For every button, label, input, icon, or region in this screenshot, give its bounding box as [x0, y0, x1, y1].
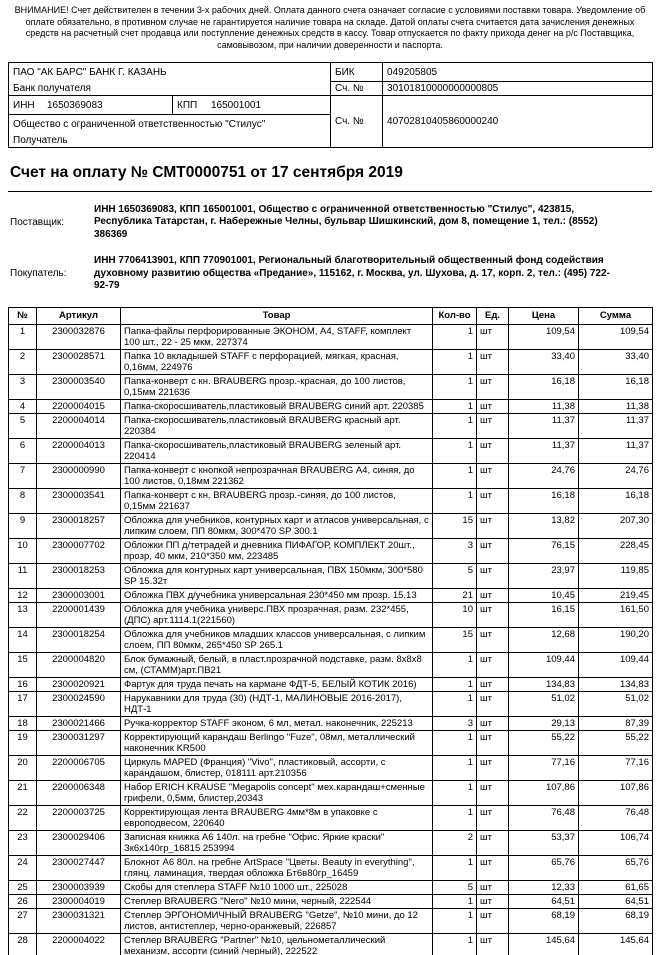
cell-unit: шт [477, 780, 509, 805]
cell-product: Обложка ПВХ д/учебника универсальная 230*450 мм прозр. 15.13 [121, 588, 433, 602]
cell-sum: 51,02 [579, 691, 653, 716]
cell-sum: 107,86 [579, 780, 653, 805]
cell-sum: 145,64 [579, 933, 653, 955]
bank-row-2 [9, 82, 653, 96]
cell-price: 16,18 [509, 488, 579, 513]
cell-article: 2300018253 [37, 563, 121, 588]
cell-num: 15 [9, 652, 37, 677]
cell-article: 2300029406 [37, 830, 121, 855]
cell-article: 2300031321 [37, 908, 121, 933]
cell-num: 1 [9, 324, 37, 349]
cell-article: 2200004820 [37, 652, 121, 677]
cell-product: Папка-файлы перфорированные ЭКОНОМ, А4, STAFF, комплект 100 шт., 22 - 25 мкм, 227374 [121, 324, 433, 349]
cell-sum: 16,18 [579, 488, 653, 513]
cell-article: 2200004013 [37, 438, 121, 463]
cell-unit: шт [477, 716, 509, 730]
cell-num: 14 [9, 627, 37, 652]
cell-sum: 109,54 [579, 324, 653, 349]
table-row [9, 780, 653, 805]
table-row [9, 374, 653, 399]
cell-product: Циркуль MAPED (Франция) "Vivo", пластиковый, ассорти, с карандашом, блистер, 018111 арт.210356 [121, 755, 433, 780]
cell-sum: 11,37 [579, 438, 653, 463]
table-row [9, 488, 653, 513]
cell-sum: 11,37 [579, 413, 653, 438]
cell-num: 23 [9, 830, 37, 855]
table-row [9, 805, 653, 830]
cell-sum: 190,20 [579, 627, 653, 652]
cell-article: 2300003541 [37, 488, 121, 513]
bank-receiver-label: Банк получателя [9, 82, 331, 96]
table-row [9, 855, 653, 880]
supplier-block [10, 204, 652, 242]
cell-unit: шт [477, 324, 509, 349]
header-num: № [9, 307, 37, 324]
cell-num: 19 [9, 730, 37, 755]
cell-product: Ручка-корректор STAFF эконом, 6 мл, метал. наконечник, 225213 [121, 716, 433, 730]
cell-unit: шт [477, 691, 509, 716]
receiver-name: Общество с ограниченной ответственностью "Стилус" [9, 115, 331, 134]
table-row [9, 894, 653, 908]
header-unit: Ед. [477, 307, 509, 324]
table-row [9, 602, 653, 627]
cell-article: 2200004022 [37, 933, 121, 955]
cell-unit: шт [477, 563, 509, 588]
cell-qty: 1 [433, 908, 477, 933]
cell-product: Нарукавники для труда (30) (НДТ-1, МАЛИНОВЫЕ 2016-2017), НДТ-1 [121, 691, 433, 716]
cell-sum: 219,45 [579, 588, 653, 602]
cell-num: 5 [9, 413, 37, 438]
cell-article: 2300021466 [37, 716, 121, 730]
buyer-details: ИНН 7706413901, КПП 770901001, Региональный благотворительный общественный фонд содействия духовному развитию общества «Предание», 115162, г. Москва, ул. Шухова, д. 17, корп. 2, тел.: (495) 722-92-79 [94, 255, 610, 291]
settlement-account-value: 40702810405860000240 [383, 96, 653, 148]
cell-sum: 55,22 [579, 730, 653, 755]
cell-unit: шт [477, 908, 509, 933]
cell-qty: 1 [433, 374, 477, 399]
table-row [9, 677, 653, 691]
cell-qty: 1 [433, 438, 477, 463]
cell-article: 2300032876 [37, 324, 121, 349]
cell-unit: шт [477, 855, 509, 880]
cell-sum: 76,48 [579, 805, 653, 830]
cell-sum: 77,16 [579, 755, 653, 780]
cell-unit: шт [477, 755, 509, 780]
items-body [9, 324, 653, 955]
header-price: Цена [509, 307, 579, 324]
cell-sum: 106,74 [579, 830, 653, 855]
cell-qty: 21 [433, 588, 477, 602]
cell-sum: 207,30 [579, 513, 653, 538]
cell-unit: шт [477, 830, 509, 855]
cell-price: 65,76 [509, 855, 579, 880]
table-row [9, 538, 653, 563]
cell-unit: шт [477, 894, 509, 908]
cell-product: Фартук для труда печать на кармане ФДТ-5, БЕЛЫЙ КОТИК 2016) [121, 677, 433, 691]
cell-qty: 1 [433, 677, 477, 691]
table-row [9, 463, 653, 488]
cell-qty: 1 [433, 413, 477, 438]
invoice-title: Счет на оплату № СМТ0000751 от 17 сентября 2019 [10, 163, 403, 181]
cell-num: 6 [9, 438, 37, 463]
cell-article: 2300018257 [37, 513, 121, 538]
table-row [9, 830, 653, 855]
supplier-label: Поставщик: [10, 216, 65, 228]
cell-qty: 1 [433, 652, 477, 677]
cell-qty: 1 [433, 324, 477, 349]
cell-qty: 1 [433, 780, 477, 805]
cell-product: Блокнот А6 80л. на гребне ArtSpace "Цветы. Beauty in everything", глянц. ламинация, твердая обложка Бт6в80гр_16459 [121, 855, 433, 880]
header-article: Артикул [37, 307, 121, 324]
table-row [9, 438, 653, 463]
cell-price: 12,33 [509, 880, 579, 894]
cell-price: 29,13 [509, 716, 579, 730]
header-sum: Сумма [579, 307, 653, 324]
cell-unit: шт [477, 349, 509, 374]
table-row [9, 652, 653, 677]
table-row [9, 933, 653, 955]
cell-product: Корректирующий карандаш Berlingo "Fuze", 08мл, металлический наконечник KR500 [121, 730, 433, 755]
cell-product: Скобы для степлера STAFF №10 1000 шт., 225028 [121, 880, 433, 894]
bank-row-1 [9, 63, 653, 82]
cell-price: 55,22 [509, 730, 579, 755]
table-row [9, 755, 653, 780]
cell-sum: 228,45 [579, 538, 653, 563]
cell-unit: шт [477, 463, 509, 488]
cell-qty: 1 [433, 933, 477, 955]
cell-price: 76,15 [509, 538, 579, 563]
cell-unit: шт [477, 413, 509, 438]
cell-num: 3 [9, 374, 37, 399]
cell-unit: шт [477, 730, 509, 755]
cell-article: 2300003001 [37, 588, 121, 602]
cell-price: 10,45 [509, 588, 579, 602]
cell-qty: 5 [433, 563, 477, 588]
cell-num: 16 [9, 677, 37, 691]
cell-qty: 1 [433, 755, 477, 780]
cell-num: 10 [9, 538, 37, 563]
cell-price: 64,51 [509, 894, 579, 908]
cell-sum: 68,19 [579, 908, 653, 933]
table-row [9, 588, 653, 602]
cell-unit: шт [477, 805, 509, 830]
cell-article: 2300031297 [37, 730, 121, 755]
cell-product: Обложка для учебников младших классов универсальная, с липким слоем, ПП 80мкм, 265*450 SP 265.1 [121, 627, 433, 652]
cell-price: 109,54 [509, 324, 579, 349]
cell-price: 16,18 [509, 374, 579, 399]
header-qty: Кол-во [433, 307, 477, 324]
cell-qty: 2 [433, 830, 477, 855]
cell-num: 4 [9, 399, 37, 413]
cell-qty: 1 [433, 805, 477, 830]
cell-article: 2200006348 [37, 780, 121, 805]
cell-unit: шт [477, 677, 509, 691]
table-row [9, 413, 653, 438]
table-row [9, 324, 653, 349]
inn-cell [9, 96, 173, 115]
table-row [9, 691, 653, 716]
cell-price: 107,86 [509, 780, 579, 805]
inn-value: 1650369083 [47, 99, 103, 111]
table-row [9, 730, 653, 755]
cell-num: 12 [9, 588, 37, 602]
supplier-details: ИНН 1650369083, КПП 165001001, Общество с ограниченной ответственностью "Стилус", 423815, Республика Татарстан, г. Набережные Челны, бульвар Шишкинский, дом 8, помещение 1, тел.: (8552) 386369 [94, 203, 598, 240]
cell-qty: 1 [433, 488, 477, 513]
cell-product: Корректирующая лента BRAUBERG 4мм*8м в упаковке с европодвесом, 220640 [121, 805, 433, 830]
cell-price: 53,37 [509, 830, 579, 855]
header-product: Товар [121, 307, 433, 324]
kpp-label: КПП [177, 99, 198, 111]
cell-price: 76,48 [509, 805, 579, 830]
cell-qty: 3 [433, 716, 477, 730]
cell-article: 2200003725 [37, 805, 121, 830]
table-row [9, 513, 653, 538]
cell-sum: 61,65 [579, 880, 653, 894]
bank-name: ПАО "АК БАРС" БАНК Г. КАЗАНЬ [9, 63, 331, 82]
cell-num: 25 [9, 880, 37, 894]
cell-price: 24,76 [509, 463, 579, 488]
cell-price: 134,83 [509, 677, 579, 691]
cell-price: 11,38 [509, 399, 579, 413]
cell-unit: шт [477, 933, 509, 955]
cell-qty: 1 [433, 691, 477, 716]
cell-price: 33,40 [509, 349, 579, 374]
cell-price: 16,15 [509, 602, 579, 627]
cell-article: 2200004014 [37, 413, 121, 438]
cell-product: Обложки ПП д/тетрадей и дневника ПИФАГОР, КОМПЛЕКТ 20шт., прозр, 40 мкм, 210*350 мм, 223485 [121, 538, 433, 563]
cell-qty: 1 [433, 399, 477, 413]
cell-price: 13,82 [509, 513, 579, 538]
cell-product: Степлер BRAUBERG "Nero" №10 мини, черный, 222544 [121, 894, 433, 908]
cell-sum: 87,39 [579, 716, 653, 730]
settlement-account-label: Сч. № [331, 96, 383, 148]
table-row [9, 563, 653, 588]
bik-value: 049205805 [383, 63, 653, 82]
cell-unit: шт [477, 374, 509, 399]
cell-num: 24 [9, 855, 37, 880]
cell-qty: 1 [433, 894, 477, 908]
table-row [9, 627, 653, 652]
cell-article: 2200006705 [37, 755, 121, 780]
cell-qty: 3 [433, 538, 477, 563]
cell-article: 2300004019 [37, 894, 121, 908]
cell-unit: шт [477, 538, 509, 563]
bank-details-table [8, 62, 653, 148]
corr-account-value: 30101810000000000805 [383, 82, 653, 96]
cell-product: Папка-конверт с кнопкой непрозрачная BRAUBERG А4, синяя, до 100 листов, 0,18мм 221362 [121, 463, 433, 488]
kpp-value: 165001001 [211, 99, 262, 111]
cell-num: 8 [9, 488, 37, 513]
cell-sum: 65,76 [579, 855, 653, 880]
table-row [9, 880, 653, 894]
cell-article: 2300024590 [37, 691, 121, 716]
buyer-block [10, 255, 652, 293]
bank-row-3 [9, 96, 653, 115]
cell-price: 77,16 [509, 755, 579, 780]
cell-price: 109,44 [509, 652, 579, 677]
cell-price: 23,97 [509, 563, 579, 588]
cell-num: 17 [9, 691, 37, 716]
cell-sum: 119,85 [579, 563, 653, 588]
cell-article: 2300003939 [37, 880, 121, 894]
receiver-label: Получатель [9, 134, 331, 148]
cell-product: Обложка для учебника универс.ПВХ прозрачная, разм. 232*455, (ДПС) арт.1114.1(221560) [121, 602, 433, 627]
cell-article: 2300018254 [37, 627, 121, 652]
cell-qty: 15 [433, 513, 477, 538]
cell-price: 51,02 [509, 691, 579, 716]
cell-price: 68,19 [509, 908, 579, 933]
cell-article: 2300028571 [37, 349, 121, 374]
cell-num: 7 [9, 463, 37, 488]
cell-article: 2300003540 [37, 374, 121, 399]
cell-price: 12,68 [509, 627, 579, 652]
table-row [9, 908, 653, 933]
kpp-cell [173, 96, 331, 115]
inn-label: ИНН [13, 99, 35, 111]
cell-qty: 1 [433, 855, 477, 880]
cell-qty: 1 [433, 463, 477, 488]
cell-sum: 33,40 [579, 349, 653, 374]
cell-product: Обложка для контурных карт универсальная, ПВХ 150мкм, 300*580 SP 15.32т [121, 563, 433, 588]
cell-qty: 10 [433, 602, 477, 627]
cell-price: 145,64 [509, 933, 579, 955]
cell-qty: 1 [433, 349, 477, 374]
table-row [9, 349, 653, 374]
cell-article: 2200004015 [37, 399, 121, 413]
buyer-label: Покупатель: [10, 268, 67, 280]
cell-num: 2 [9, 349, 37, 374]
cell-product: Папка-скоросшиватель,пластиковый BRAUBERG зеленый арт. 220414 [121, 438, 433, 463]
cell-article: 2300007702 [37, 538, 121, 563]
cell-article: 2300020921 [37, 677, 121, 691]
corr-account-label: Сч. № [331, 82, 383, 96]
cell-sum: 24,76 [579, 463, 653, 488]
cell-product: Папка-конверт с кн. BRAUBERG прозр.-синяя, до 100 листов, 0,15мм 221637 [121, 488, 433, 513]
cell-sum: 134,83 [579, 677, 653, 691]
cell-unit: шт [477, 588, 509, 602]
cell-product: Папка-скоросшиватель,пластиковый BRAUBERG синий арт. 220385 [121, 399, 433, 413]
cell-sum: 16,18 [579, 374, 653, 399]
bik-label: БИК [331, 63, 383, 82]
cell-qty: 15 [433, 627, 477, 652]
cell-product: Папка 10 вкладышей STAFF с перфорацией, мягкая, красная, 0,16мм, 224976 [121, 349, 433, 374]
items-table [8, 307, 653, 955]
title-divider [8, 191, 652, 192]
cell-article: 2300000990 [37, 463, 121, 488]
cell-sum: 161,50 [579, 602, 653, 627]
cell-num: 22 [9, 805, 37, 830]
cell-unit: шт [477, 627, 509, 652]
cell-sum: 11,38 [579, 399, 653, 413]
cell-product: Обложка для учебников, контурных карт и атласов универсальная, с липким слоем, ПП 80мкм, 300*470 SP 300.1 [121, 513, 433, 538]
cell-unit: шт [477, 399, 509, 413]
cell-num: 27 [9, 908, 37, 933]
cell-unit: шт [477, 652, 509, 677]
payment-warning-text: ВНИМАНИЕ! Счет действителен в течении 3-х рабочих дней. Оплата данного счета означает согласие с условиями поставки товара. Уведомление об оплате обязательно, в противном случае не гарантируется наличие товара на складе. Датой оплаты счета считается дата зачисления денежных средств на расчетный счет продавца или поступление денежных средств в кассу. Товар отпускается по факту прихода денег на р/с Поставщика, самовывозом, при наличии доверенности и паспорта. [14, 5, 646, 50]
cell-num: 28 [9, 933, 37, 955]
cell-product: Папка-скоросшиватель,пластиковый BRAUBERG красный арт. 220384 [121, 413, 433, 438]
cell-sum: 64,51 [579, 894, 653, 908]
cell-num: 18 [9, 716, 37, 730]
cell-unit: шт [477, 488, 509, 513]
cell-num: 26 [9, 894, 37, 908]
cell-sum: 109,44 [579, 652, 653, 677]
cell-unit: шт [477, 513, 509, 538]
cell-unit: шт [477, 438, 509, 463]
cell-num: 11 [9, 563, 37, 588]
items-header-row [9, 307, 653, 324]
cell-product: Записная книжка А6 140л. на гребне "Офис. Яркие краски" Зк6х140гр_16815 253994 [121, 830, 433, 855]
cell-num: 9 [9, 513, 37, 538]
cell-unit: шт [477, 880, 509, 894]
cell-price: 11,37 [509, 438, 579, 463]
cell-product: Папка-конверт с кн. BRAUBERG прозр.-красная, до 100 листов, 0,15мм 221636 [121, 374, 433, 399]
cell-qty: 1 [433, 730, 477, 755]
cell-num: 21 [9, 780, 37, 805]
cell-qty: 5 [433, 880, 477, 894]
cell-article: 2200001439 [37, 602, 121, 627]
cell-product: Степлер BRAUBERG "Partner" №10, цельнометаллический механизм, ассорти (синий /черный), 222522 [121, 933, 433, 955]
cell-unit: шт [477, 602, 509, 627]
cell-article: 2300027447 [37, 855, 121, 880]
table-row [9, 716, 653, 730]
cell-price: 11,37 [509, 413, 579, 438]
cell-product: Блок бумажный, белый, в пласт.прозрачной подставке, разм. 8х8х8 см, (СТАММ)арт.ПВ21 [121, 652, 433, 677]
cell-product: Набор ERICH KRAUSE "Megapolis concept" мех.карандаш+сменные грифели, 0,5мм, блистер,20343 [121, 780, 433, 805]
cell-num: 20 [9, 755, 37, 780]
cell-product: Степлер ЭРГОНОМИЧНЫЙ BRAUBERG "Getze", №10 мини, до 12 листов, антистеплер, черно-оранжевый, 226857 [121, 908, 433, 933]
cell-num: 13 [9, 602, 37, 627]
table-row [9, 399, 653, 413]
